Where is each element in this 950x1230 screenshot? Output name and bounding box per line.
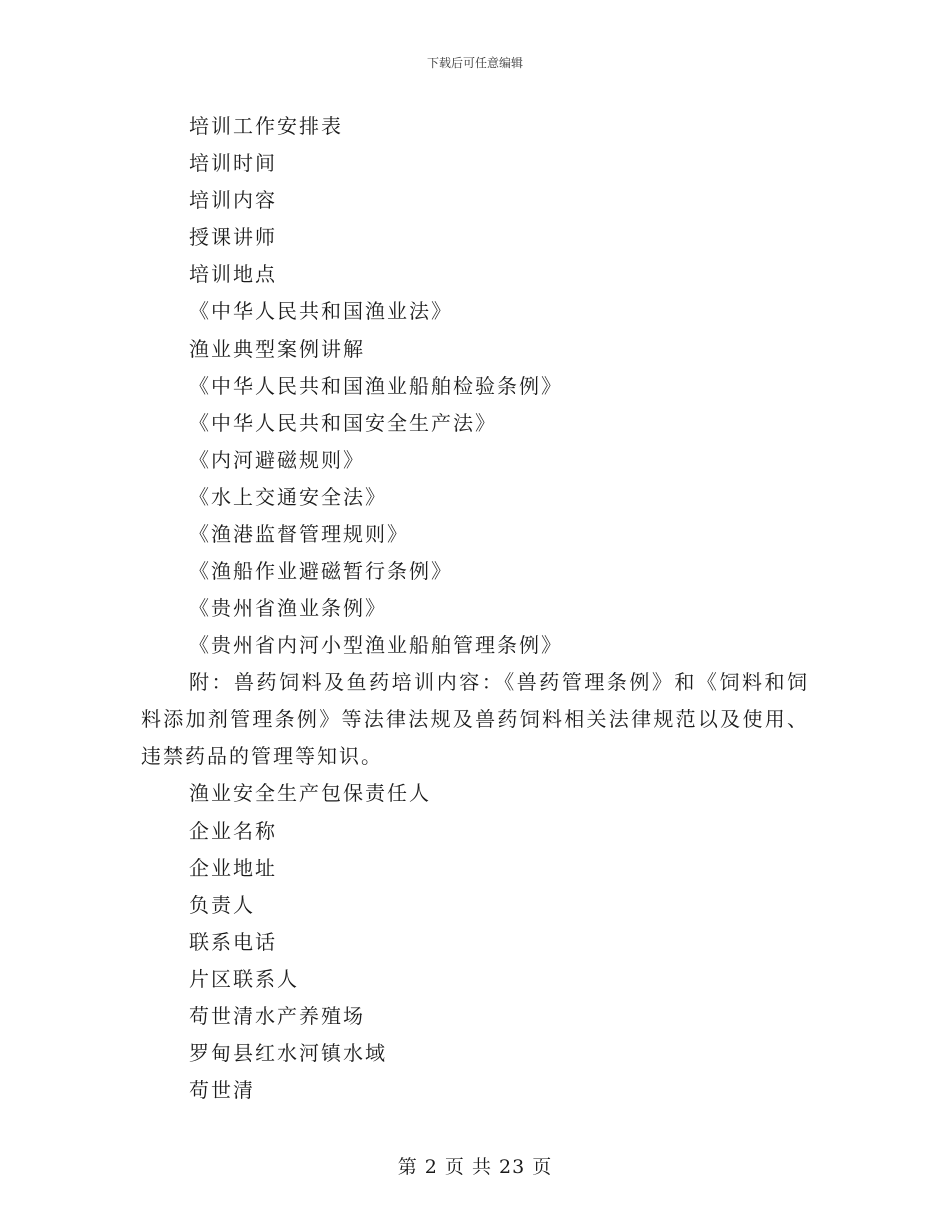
text-line-company-address: 企业地址 [189, 855, 277, 880]
text-line-fishing-vessel-collision-regulation: 《渔船作业避磁暂行条例》 [189, 559, 453, 584]
text-line-training-location: 培训地点 [189, 262, 277, 287]
text-line-fishery-law: 《中华人民共和国渔业法》 [189, 299, 453, 324]
text-line-fishing-port-supervision-rules: 《渔港监督管理规则》 [189, 522, 409, 547]
text-line-area-contact: 片区联系人 [189, 966, 299, 991]
text-line-contact-phone: 联系电话 [189, 929, 277, 954]
text-line-lecturer: 授课讲师 [189, 225, 277, 250]
text-line-safety-responsible-person: 渔业安全生产包保责任人 [189, 781, 431, 806]
text-line-work-safety-law: 《中华人民共和国安全生产法》 [189, 410, 497, 435]
text-line-training-content: 培训内容 [189, 188, 277, 213]
text-line-water-traffic-safety-law: 《水上交通安全法》 [189, 484, 387, 509]
page-header: 下载后可任意编辑 [426, 56, 523, 70]
appendix-paragraph: 附：兽药饲料及鱼药培训内容：《兽药管理条例》和《饲料和饲料添加剂管理条例》等法律法规及兽药饲料相关法律规范以及使用、违禁药品的管理等知识。 [141, 670, 809, 769]
text-line-training-time: 培训时间 [189, 151, 277, 176]
text-line-vessel-inspection-regulation: 《中华人民共和国渔业船舶检验条例》 [189, 373, 563, 398]
text-line-training-schedule-title: 培训工作安排表 [189, 114, 343, 138]
text-line-water-area: 罗甸县红水河镇水域 [189, 1041, 387, 1066]
text-line-guizhou-fishery-regulation: 《贵州省渔业条例》 [189, 596, 387, 621]
text-line-farm-name: 苟世清水产养殖场 [189, 1003, 365, 1028]
text-line-person-name: 苟世清 [189, 1078, 255, 1103]
page-footer: 第 2 页 共 23 页 [397, 1156, 553, 1178]
text-line-fishery-cases: 渔业典型案例讲解 [189, 336, 365, 361]
text-line-person-in-charge: 负责人 [189, 892, 255, 917]
text-line-guizhou-small-vessel-regulation: 《贵州省内河小型渔业船舶管理条例》 [189, 633, 563, 658]
document-body [141, 108, 809, 1109]
text-line-inland-collision-rules: 《内河避磁规则》 [189, 447, 365, 472]
text-line-company-name: 企业名称 [189, 818, 277, 843]
